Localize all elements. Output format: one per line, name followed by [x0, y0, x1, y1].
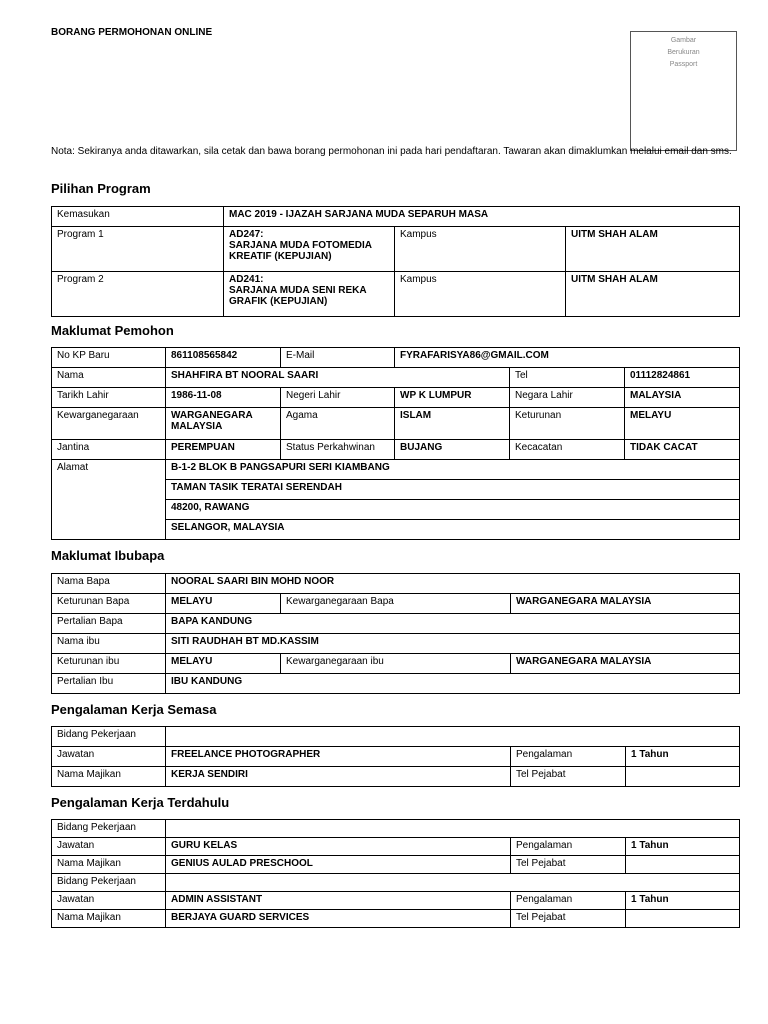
alamat-line-1: B-1-2 BLOK B PANGSAPURI SERI KIAMBANG — [166, 460, 740, 480]
field-label: Kemasukan — [52, 207, 224, 227]
program-2-value: AD241: SARJANA MUDA SENI REKA GRAFIK (KEPUJIAN) — [224, 272, 395, 317]
kewarganegaraan-ibu-value: WARGANEGARA MALAYSIA — [511, 654, 740, 674]
field-label: Keturunan ibu — [52, 654, 166, 674]
table-row — [52, 727, 740, 747]
field-label: Bidang Pekerjaan — [52, 820, 166, 838]
field-label: Tarikh Lahir — [52, 388, 166, 408]
field-label: Keturunan — [510, 408, 625, 440]
table-row — [52, 838, 740, 856]
passport-photo-box — [630, 31, 737, 151]
photo-placeholder-label: Gambar Berukuran Passport — [667, 37, 700, 68]
kemasukan-value: MAC 2019 - IJAZAH SARJANA MUDA SEPARUH MASA — [224, 207, 740, 227]
field-label: Agama — [281, 408, 395, 440]
pertalian-bapa-value: BAPA KANDUNG — [166, 614, 740, 634]
field-label: Jawatan — [52, 747, 166, 767]
table-row — [52, 614, 740, 634]
field-label: Jawatan — [52, 838, 166, 856]
nama-majikan-value: GENIUS AULAD PRESCHOOL — [166, 856, 511, 874]
table-row — [52, 408, 740, 440]
section-heading-pilihan-program: Pilihan Program — [51, 181, 151, 196]
table-row — [52, 227, 740, 272]
field-label: Program 1 — [52, 227, 224, 272]
pertalian-ibu-value: IBU KANDUNG — [166, 674, 740, 694]
table-row — [52, 368, 740, 388]
table-row — [52, 480, 740, 500]
field-label: Jantina — [52, 440, 166, 460]
jawatan-value: FREELANCE PHOTOGRAPHER — [166, 747, 511, 767]
field-label: Pengalaman — [511, 838, 626, 856]
field-label: Nama Majikan — [52, 910, 166, 928]
agama-value: ISLAM — [395, 408, 510, 440]
kecacatan-value: TIDAK CACAT — [625, 440, 740, 460]
table-row — [52, 910, 740, 928]
tel-value: 01112824861 — [625, 368, 740, 388]
table-row — [52, 892, 740, 910]
table-row — [52, 874, 740, 892]
field-label: Program 2 — [52, 272, 224, 317]
tel-pejabat-value — [626, 767, 740, 787]
negara-lahir-value: MALAYSIA — [625, 388, 740, 408]
field-label: Tel Pejabat — [511, 910, 626, 928]
field-label: Pengalaman — [511, 747, 626, 767]
nama-majikan-value: KERJA SENDIRI — [166, 767, 511, 787]
tel-pejabat-value — [626, 856, 740, 874]
bidang-pekerjaan-value — [166, 874, 740, 892]
field-label: Jawatan — [52, 892, 166, 910]
field-label: Kewarganegaraan Bapa — [281, 594, 511, 614]
field-label: Status Perkahwinan — [281, 440, 395, 460]
nama-bapa-value: NOORAL SAARI BIN MOHD NOOR — [166, 574, 740, 594]
kewarganegaraan-bapa-value: WARGANEGARA MALAYSIA — [511, 594, 740, 614]
field-label: Kewarganegaraan — [52, 408, 166, 440]
alamat-line-2: TAMAN TASIK TERATAI SERENDAH — [166, 480, 740, 500]
field-label: E-Mail — [281, 348, 395, 368]
table-row — [52, 747, 740, 767]
section-heading-maklumat-pemohon: Maklumat Pemohon — [51, 323, 174, 338]
pengalaman-semasa-table — [51, 726, 740, 787]
tarikh-lahir-value: 1986-11-08 — [166, 388, 281, 408]
table-row — [52, 856, 740, 874]
nota-text: Nota: Sekiranya anda ditawarkan, sila cetak dan bawa borang permohonan ini pada hari pendaftaran. Tawaran akan dimaklumkan melalui email dan sms. — [51, 146, 732, 157]
field-label: Nama ibu — [52, 634, 166, 654]
nama-ibu-value: SITI RAUDHAH BT MD.KASSIM — [166, 634, 740, 654]
no-kp-value: 861108565842 — [166, 348, 281, 368]
table-row — [52, 388, 740, 408]
field-label: Tel Pejabat — [511, 767, 626, 787]
nama-value: SHAHFIRA BT NOORAL SAARI — [166, 368, 510, 388]
maklumat-pemohon-table — [51, 347, 740, 540]
field-label: Nama Majikan — [52, 856, 166, 874]
table-row — [52, 634, 740, 654]
field-label: Bidang Pekerjaan — [52, 727, 166, 747]
table-row — [52, 520, 740, 540]
jantina-value: PEREMPUAN — [166, 440, 281, 460]
field-label: Pertalian Bapa — [52, 614, 166, 634]
field-label: Bidang Pekerjaan — [52, 874, 166, 892]
field-label: Nama Majikan — [52, 767, 166, 787]
alamat-line-4: SELANGOR, MALAYSIA — [166, 520, 740, 540]
field-label: Pengalaman — [511, 892, 626, 910]
field-label: Kampus — [395, 272, 566, 317]
field-label: Nama Bapa — [52, 574, 166, 594]
keturunan-value: MELAYU — [625, 408, 740, 440]
table-row — [52, 440, 740, 460]
field-label: Negara Lahir — [510, 388, 625, 408]
table-row — [52, 674, 740, 694]
table-row — [52, 654, 740, 674]
section-heading-pengalaman-terdahulu: Pengalaman Kerja Terdahulu — [51, 795, 230, 810]
table-row — [52, 500, 740, 520]
keturunan-bapa-value: MELAYU — [166, 594, 281, 614]
email-value: FYRAFARISYA86@GMAIL.COM — [395, 348, 740, 368]
jawatan-value: ADMIN ASSISTANT — [166, 892, 511, 910]
table-row — [52, 348, 740, 368]
program-1-kampus: UITM SHAH ALAM — [566, 227, 740, 272]
keturunan-ibu-value: MELAYU — [166, 654, 281, 674]
table-row — [52, 460, 740, 480]
maklumat-ibubapa-table — [51, 573, 740, 694]
field-label: No KP Baru — [52, 348, 166, 368]
table-row — [52, 207, 740, 227]
status-perkahwinan-value: BUJANG — [395, 440, 510, 460]
field-label: Pertalian Ibu — [52, 674, 166, 694]
section-heading-maklumat-ibubapa: Maklumat Ibubapa — [51, 548, 165, 563]
pengalaman-terdahulu-table — [51, 819, 740, 928]
field-label: Tel Pejabat — [511, 856, 626, 874]
field-label: Kewarganegaraan ibu — [281, 654, 511, 674]
table-row — [52, 767, 740, 787]
bidang-pekerjaan-value — [166, 727, 740, 747]
pengalaman-value: 1 Tahun — [626, 838, 740, 856]
table-row — [52, 820, 740, 838]
pengalaman-value: 1 Tahun — [626, 747, 740, 767]
program-1-value: AD247: SARJANA MUDA FOTOMEDIA KREATIF (KEPUJIAN) — [224, 227, 395, 272]
program-2-kampus: UITM SHAH ALAM — [566, 272, 740, 317]
kewarganegaraan-value: WARGANEGARA MALAYSIA — [166, 408, 281, 440]
nama-majikan-value: BERJAYA GUARD SERVICES — [166, 910, 511, 928]
field-label: Kampus — [395, 227, 566, 272]
bidang-pekerjaan-value — [166, 820, 740, 838]
field-label: Nama — [52, 368, 166, 388]
table-row — [52, 594, 740, 614]
field-label: Negeri Lahir — [281, 388, 395, 408]
alamat-line-3: 48200, RAWANG — [166, 500, 740, 520]
jawatan-value: GURU KELAS — [166, 838, 511, 856]
field-label: Tel — [510, 368, 625, 388]
section-heading-pengalaman-semasa: Pengalaman Kerja Semasa — [51, 702, 217, 717]
form-title: BORANG PERMOHONAN ONLINE — [51, 27, 213, 38]
tel-pejabat-value — [626, 910, 740, 928]
table-row — [52, 574, 740, 594]
field-label: Kecacatan — [510, 440, 625, 460]
pilihan-program-table — [51, 206, 740, 317]
negeri-lahir-value: WP K LUMPUR — [395, 388, 510, 408]
table-row — [52, 272, 740, 317]
pengalaman-value: 1 Tahun — [626, 892, 740, 910]
field-label: Keturunan Bapa — [52, 594, 166, 614]
field-label: Alamat — [52, 460, 166, 480]
